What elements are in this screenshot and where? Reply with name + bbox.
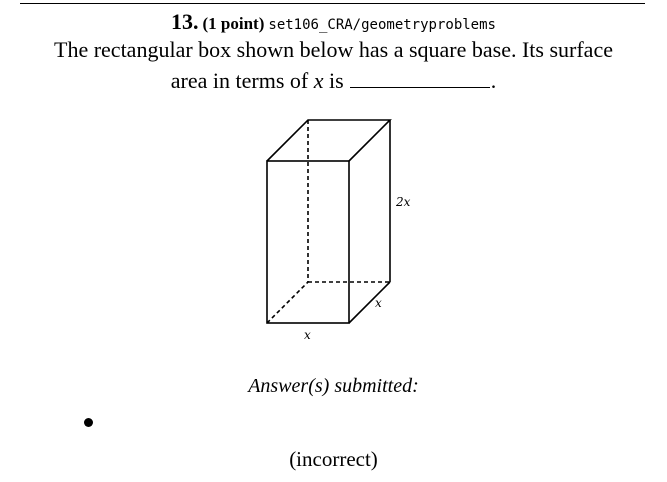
top-rule [20,3,645,4]
problem-path: set106_CRA/geometryproblems [268,17,496,33]
question-mid: is [323,68,344,93]
answer-bullet [84,418,93,427]
question-variable: x [313,68,324,93]
question-suffix: . [490,68,497,93]
answer-status: (incorrect) [289,447,378,471]
question-text-line2 [0,67,667,94]
depth-label: x [375,296,382,310]
hidden-edge-left [267,282,308,323]
question-text-line1: The rectangular box shown below has a square base. Its surface [54,37,613,62]
problem-points: (1 point) [202,14,265,33]
top-face [267,120,390,161]
problem-header [0,9,667,35]
answer-blank [350,67,490,88]
right-bottom-edge [349,282,390,323]
height-label: 2x [396,195,411,209]
answers-submitted-label: Answer(s) submitted: [248,375,419,397]
question-prefix: area in terms of [170,68,314,93]
problem-number: 13. [171,9,199,34]
width-label: x [304,328,311,342]
box-figure [250,110,430,350]
